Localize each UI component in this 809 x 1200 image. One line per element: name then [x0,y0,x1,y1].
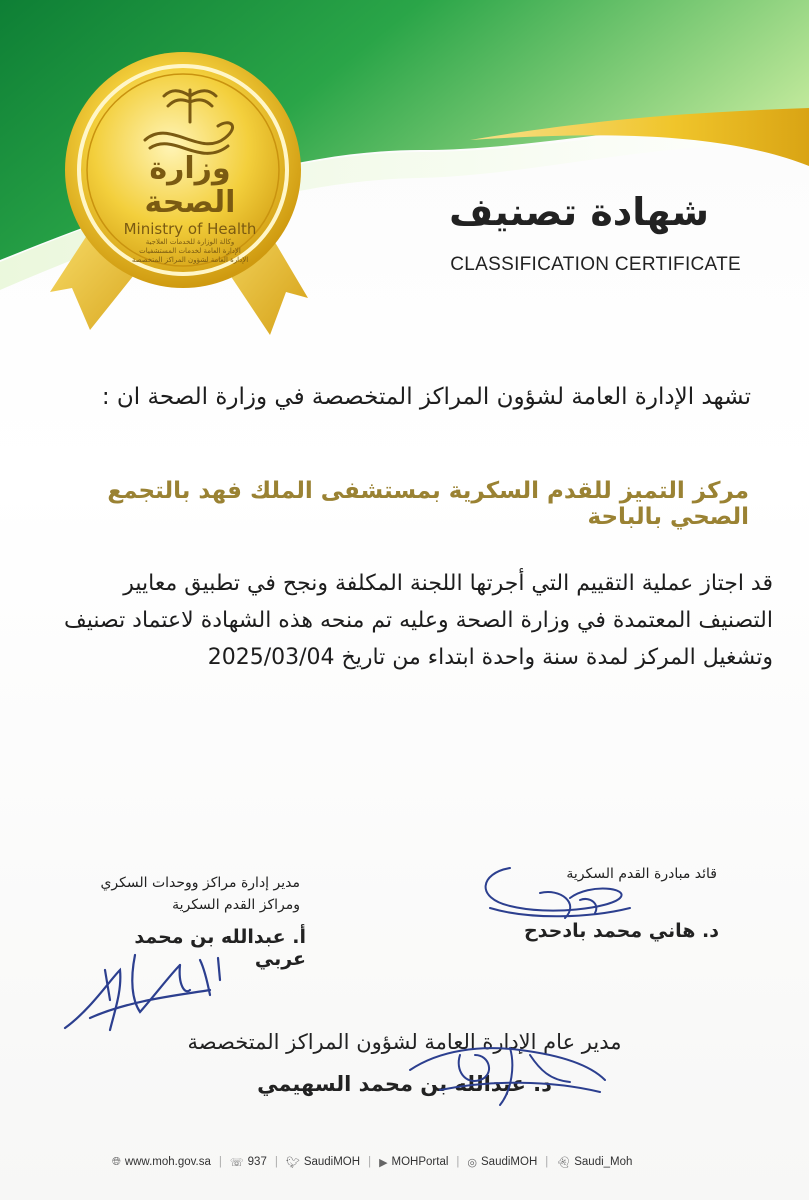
left-signatory-title-line: مدير إدارة مراكز ووحدات السكري [100,875,300,891]
footer-website-text: www.moh.gov.sa [124,1156,211,1168]
certificate-title-ar: شهادة تصنيف [449,190,709,234]
footer-snapchat[interactable] [556,1156,632,1169]
certificate-title-en: CLASSIFICATION CERTIFICATE [450,254,741,275]
certificate-body [23,565,773,676]
footer-divider: | [218,1156,222,1168]
center-name: مركز التميز للقدم السكرية بمستشفى الملك فهد بالتجمع الصحي بالباحة [107,478,749,530]
footer-divider: | [368,1156,372,1168]
footer-phone-text: 937 [247,1156,267,1168]
body-line: وتشغيل المركز لمدة سنة واحدة ابتداء من تاريخ 2025/03/04 [207,645,773,670]
seal-ministry-en: Ministry of Health [123,220,257,238]
instagram-icon: ◎ [467,1156,478,1169]
footer-divider: | [456,1156,460,1168]
footer-divider: | [545,1156,549,1168]
body-line: التصنيف المعتمدة في وزارة الصحة وعليه تم منحه هذه الشهادة لاعتماد تصنيف [63,608,773,633]
seal-sub-line: وكالة الوزارة للخدمات العلاجية [145,238,235,246]
seal-text [100,90,280,265]
footer-instagram[interactable] [467,1156,537,1169]
seal-sub-line: الإدارة العامة لخدمات المستشفيات [139,247,241,255]
footer-youtube-text: MOHPortal [391,1156,449,1168]
footer-youtube[interactable] [379,1156,448,1169]
phone-icon: ☏ [229,1156,244,1169]
youtube-icon: ▶ [379,1156,388,1169]
footer-snapchat-text: Saudi_Moh [574,1156,633,1168]
footer-instagram-text: SaudiMOH [481,1156,538,1168]
right-signatory-title: قائد مبادرة القدم السكرية [566,866,717,882]
footer-divider: | [274,1156,278,1168]
footer-twitter[interactable] [286,1156,360,1169]
body-line: قد اجتاز عملية التقييم التي أجرتها اللجنة المكلفة ونجح في تطبيق معايير [123,571,773,596]
snapchat-icon: 👻︎ [556,1156,571,1169]
twitter-icon: 🐦︎ [285,1156,300,1169]
right-signatory-name: د. هاني محمد بادحدح [523,920,719,942]
globe-icon: 🌐︎ [112,1155,121,1168]
footer-phone[interactable] [230,1156,267,1169]
footer-contacts [112,1152,712,1172]
general-manager-name: د. عبدالله بن محمد السهيمي [257,1072,552,1096]
seal-sub-line: الإدارة العامة لشؤون المراكز المتخصصة [131,256,249,264]
general-manager-title: مدير عام الإدارة العامة لشؤون المراكز المتخصصة [187,1030,622,1054]
certificate-intro: تشهد الإدارة العامة لشؤون المراكز المتخصصة في وزارة الصحة ان : [101,384,751,410]
seal-ministry-ar: وزارة الصحة [144,151,236,220]
footer-twitter-text: SaudiMOH [303,1156,361,1168]
right-handwritten-signature [470,858,650,938]
left-signatory-name: أ. عبدالله بن محمد عربي [134,926,306,970]
general-manager-handwritten-signature [400,1010,620,1120]
left-signatory-title [80,872,300,916]
left-handwritten-signature [60,940,240,1040]
left-signatory-title-line: ومراكز القدم السكرية [172,897,300,913]
footer-website[interactable] [112,1156,211,1169]
